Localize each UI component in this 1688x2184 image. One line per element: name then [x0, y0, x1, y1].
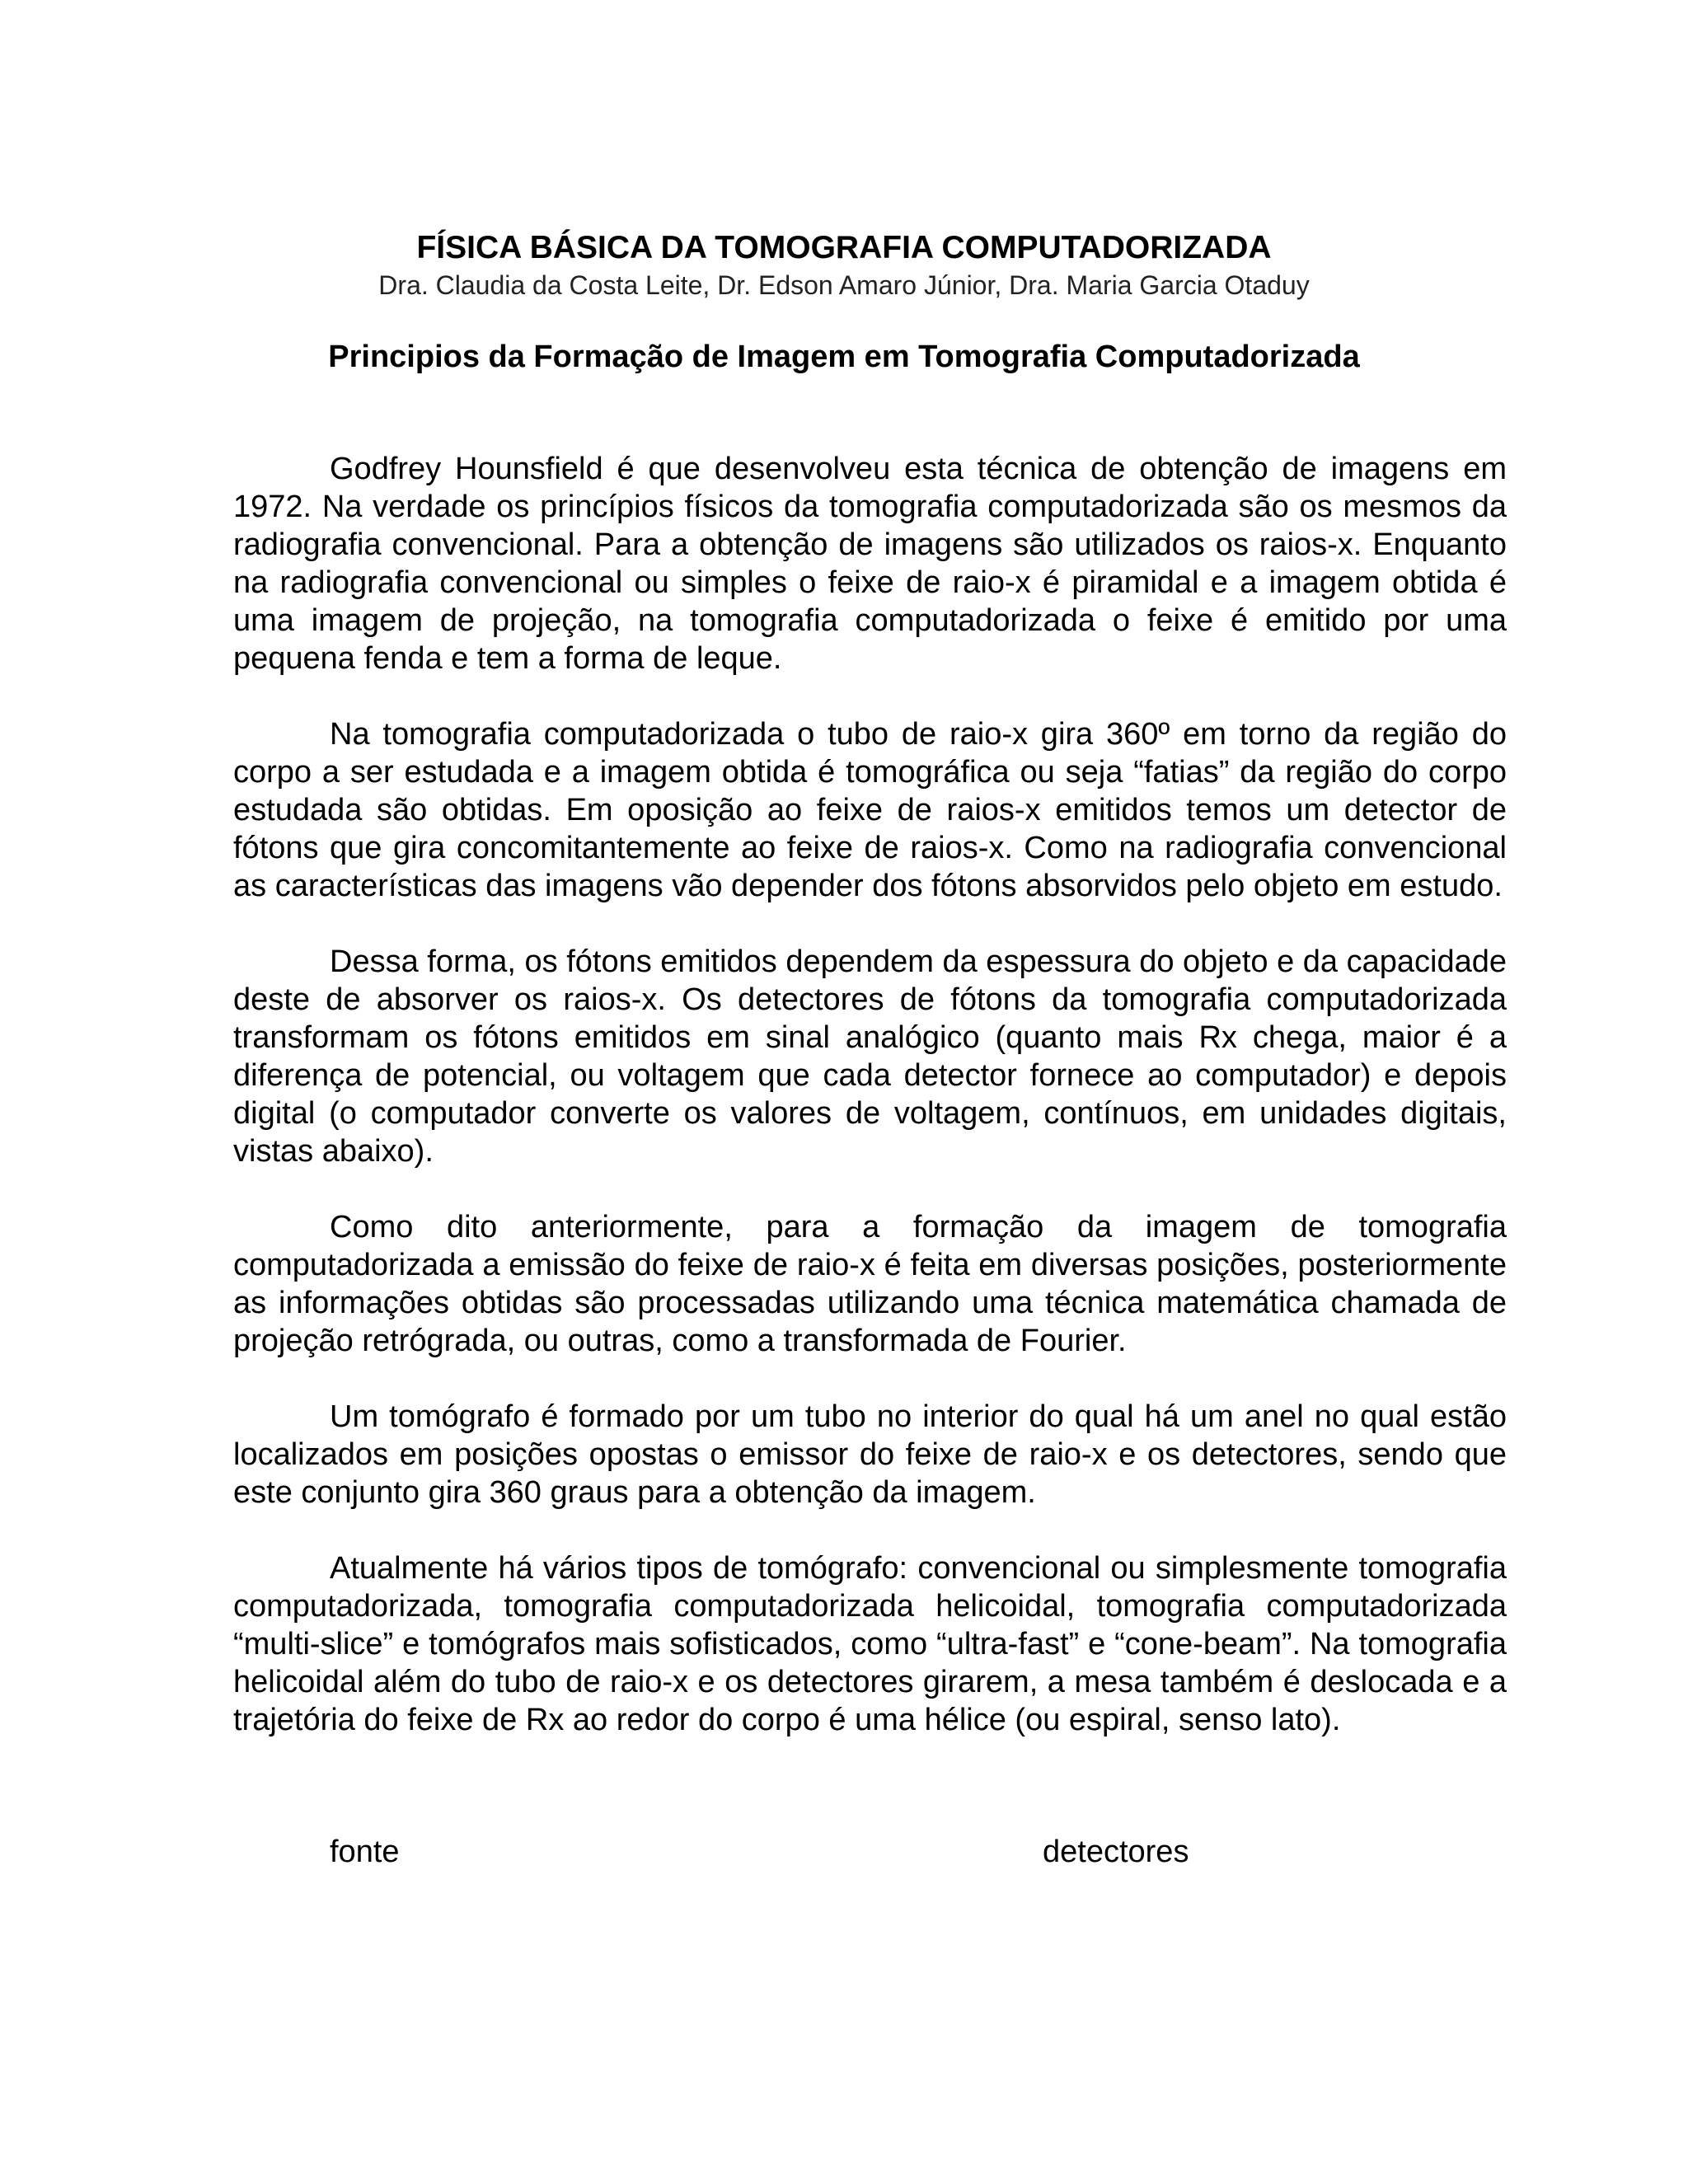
- document-title: FÍSICA BÁSICA DA TOMOGRAFIA COMPUTADORIZADA: [416, 230, 1272, 265]
- figure-label-source: fonte: [330, 1835, 400, 1869]
- figure-label-detectors: detectores: [1043, 1835, 1189, 1869]
- document-body: [233, 450, 1507, 1777]
- paragraph-4: Como dito anteriormente, para a formação da imagem de tomografia computadorizada a emissão do feixe de raio-x é feita em diversas posições, posteriormente as informações obtidas são processadas utilizando uma técnica matemática chamada de projeção retrógrada, ou outras, como a transformada de Fourier.: [233, 1210, 1507, 1358]
- paragraph-5: Um tomógrafo é formado por um tubo no interior do qual há um anel no qual estão localizados em posições opostas o emissor do feixe de raio-x e os detectores, sendo que este conjunto gira 360 graus para a obtenção da imagem.: [233, 1399, 1507, 1510]
- document-authors: Dra. Claudia da Costa Leite, Dr. Edson Amaro Júnior, Dra. Maria Garcia Otaduy: [378, 270, 1310, 300]
- paragraph-3: Dessa forma, os fótons emitidos dependem da espessura do objeto e da capacidade deste de absorver os raios-x. Os detectores de fótons da tomografia computadorizada transformam os fótons emitidos em sinal analógico (quanto mais Rx chega, maior é a diferença de potencial, ou voltagem que cada detector fornece ao computador) e depois digital (o computador converte os valores de voltagem, contínuos, em unidades digitais, vistas abaixo).: [233, 944, 1507, 1169]
- paragraph-6: Atualmente há vários tipos de tomógrafo: convencional ou simplesmente tomografia computadorizada, tomografia computadorizada helicoidal, tomografia computadorizada “multi-slice” e tomógrafos mais sofisticados, como “ultra-fast” e “cone-beam”. Na tomografia helicoidal além do tubo de raio-x e os detectores girarem, a mesa também é deslocada e a trajetória do feixe de Rx ao redor do corpo é uma hélice (ou espiral, senso lato).: [233, 1551, 1507, 1737]
- paragraph-1: Godfrey Hounsfield é que desenvolveu esta técnica de obtenção de imagens em 1972. Na verdade os princípios físicos da tomografia computadorizada são os mesmos da radiografia convencional. Para a obtenção de imagens são utilizados os raios-x. Enquanto na radiografia convencional ou simples o feixe de raio-x é piramidal e a imagem obtida é uma imagem de projeção, na tomografia computadorizada o feixe é emitido por uma pequena fenda e tem a forma de leque.: [233, 452, 1507, 676]
- paragraph-2: Na tomografia computadorizada o tubo de raio-x gira 360º em torno da região do corpo a ser estudada e a imagem obtida é tomográfica ou seja “fatias” da região do corpo estudada são obtidas. Em oposição ao feixe de raios-x emitidos temos um detector de fótons que gira concomitantemente ao feixe de raios-x. Como na radiografia convencional as características das imagens vão depender dos fótons absorvidos pelo objeto em estudo.: [233, 717, 1507, 903]
- section-title: Principios da Formação de Imagem em Tomografia Computadorizada: [328, 340, 1360, 374]
- figure-labels: [0, 1833, 1688, 1874]
